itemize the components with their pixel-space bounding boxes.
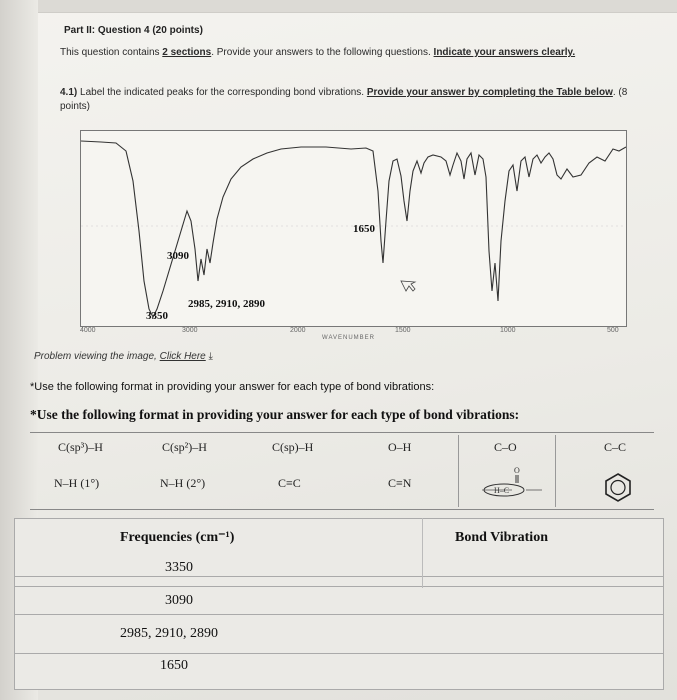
bond-csp3-h: C(sp³)–H (58, 440, 103, 454)
bond-type-grid (30, 432, 654, 510)
axis-tick: 2000 (290, 327, 306, 334)
bond-c-triple-n: C≡N (388, 476, 412, 490)
frequency-cell[interactable]: 1650 (160, 658, 188, 673)
question-intro: This question contains 2 sections. Provide your answers to the following questions. Indicate your answers clearly. (60, 47, 576, 58)
format-note: *Use the following format in providing your answer for each type of bond vibrations: (30, 381, 435, 393)
question-title: Part II: Question 4 (20 points) (64, 25, 203, 36)
frequency-cell[interactable]: 3350 (165, 560, 193, 575)
bond-vibration-header: Bond Vibration (455, 530, 548, 545)
peak-label-2985-2910-2890: 2985, 2910, 2890 (188, 298, 265, 310)
bond-n-h-2: N–H (2°) (160, 476, 206, 490)
axis-tick: 1000 (500, 327, 516, 334)
peak-label-1650: 1650 (353, 223, 375, 235)
bond-c-triple-c: C≡C (278, 476, 301, 490)
axis-tick: 1500 (395, 327, 411, 334)
aldehyde-ch-icon (478, 464, 548, 504)
bond-c-o: C–O (494, 440, 517, 454)
grid-divider (555, 435, 556, 507)
bond-csp-h: C(sp)–H (272, 440, 314, 454)
section-4-1-instructions: 4.1) Label the indicated peaks for the corresponding bond vibrations. Provide your answer by completing the Table below. (8 points) (60, 87, 628, 112)
grid-divider (458, 435, 459, 507)
frequencies-header: Frequencies (cm⁻¹) (120, 530, 235, 545)
download-arrow-icon[interactable]: ⤓ (208, 351, 213, 362)
axis-title: WAVENUMBER (322, 335, 376, 341)
problem-viewing-note: Problem viewing the image, Click Here ⤓ (34, 351, 213, 362)
sections-link[interactable]: 2 sections (162, 47, 212, 58)
answer-table (14, 518, 664, 690)
frequency-cell[interactable]: 3090 (165, 593, 193, 608)
top-bar (0, 0, 677, 13)
bond-o-h: O–H (388, 440, 412, 454)
svg-text:O: O (514, 466, 520, 475)
peak-label-3350: 3350 (146, 310, 168, 322)
format-note-serif: *Use the following format in providing your answer for each type of bond vibrations: (30, 407, 520, 422)
frequency-cell[interactable]: 2985, 2910, 2890 (120, 626, 218, 641)
axis-tick: 500 (607, 327, 619, 334)
bond-n-h-1: N–H (1°) (54, 476, 100, 490)
bond-csp2-h: C(sp²)–H (162, 440, 207, 454)
answer-column-divider (422, 518, 423, 588)
bond-c-c: C–C (604, 440, 627, 454)
svg-text:H–C: H–C (494, 486, 510, 495)
peak-label-3090: 3090 (167, 250, 189, 262)
axis-tick: 3000 (182, 327, 198, 334)
benzene-ring-icon (603, 472, 633, 502)
pointer-arrow (401, 281, 415, 291)
axis-tick: 4000 (80, 327, 96, 334)
instruction-bold: Indicate your answers clearly. (433, 47, 576, 58)
click-here-link[interactable]: Click Here (159, 351, 206, 362)
